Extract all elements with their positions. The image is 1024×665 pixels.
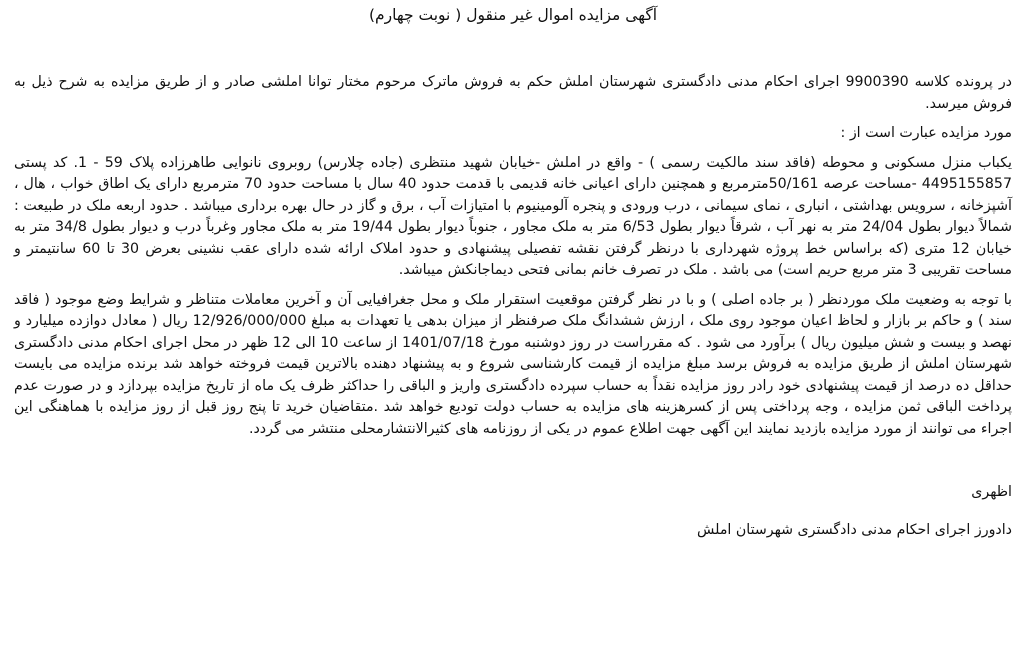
- signatory-title: دادورز اجرای احکام مدنی دادگستری شهرستان املش: [697, 521, 1012, 538]
- spacer: [14, 440, 1012, 482]
- intro-paragraph: در پرونده کلاسه 9900390 اجرای احکام مدنی دادگستری شهرستان املش حکم به فروش ماترک مرحوم مختار توانا املشی صادر و از طریق مزایده به شرح ذیل به فروش میرسد.: [14, 74, 1012, 112]
- spacer: [14, 282, 1012, 290]
- property-description: یکباب منزل مسکونی و محوطه (فاقد سند مالکیت رسمی ) - واقع در املش -خیابان شهید منتظری (جاده چلارس) روبروی نانوایی طاهرزاده پلاک 59 - 1. کد پستی 4495155857 -مساحت عرصه 50/161مترمربع و همچنین دارای اعیانی خانه قدیمی با قدمت حدود 40 سال با مساحت حدود 70 مترمربع دارای یک اطاق خواب ، هال ، آشپزخانه ، سرویس بهداشتی ، انباری ، نمای سیمانی ، درب ورودی و پنجره آلومینیوم با امتیازات آب ، برق و گاز در حال بهره برداری میباشد . حدود اربعه ملک در طبیعت : شمالاً دیوار بطول 24/04 متر به نهر آب ، شرقاً دیوار بطول 6/53 متر به ملک مجاور ، جنوباً دیوار بطول 19/44 متر به ملک مجاور وغرباً درب و دیوار بطول 34/8 متر به خیابان 12 متری (که براساس خط پروژه شهرداری با درنظر گرفتن نقشه تفصیلی پیشنهادی و حدود املاک ارائه شده دارای عقب نشینی بعرض 30 تا 60 سانتیمتر و مساحت تقریبی 3 متر مربع حریم است) می باشد . ملک در تصرف خانم بمانی فتحی دیماجانکش میباشد.: [14, 154, 1012, 278]
- auction-notice: [14, 4, 1012, 660]
- spacer: [14, 115, 1012, 123]
- spacer: [14, 145, 1012, 153]
- signatory-name: اظهری: [971, 484, 1012, 500]
- subject-heading: مورد مزایده عبارت است از :: [840, 125, 1012, 141]
- valuation-terms: با توجه به وضعیت ملک موردنظر ( بر جاده اصلی ) و با در نظر گرفتن موقعیت استقرار ملک و محل جغرافیایی آن و آخرین معاملات متناظر و شرایط وضع موجود ( فاقد سند ) و حاکم بر بازار و لحاظ اعیان موجود روی ملک ، ارزش ششدانگ ملک صرفنظر از میزان بدهی یا تعهدات به مبلغ 12/926/000/000 ریال ( معادل دوازده میلیارد و نهصد و بیست و شش میلیون ریال ) برآورد می شود . که مقرراست در روز دوشنبه مورخ 1401/07/18 از ساعت 10 الی 12 ظهر در محل اجرای احکام مدنی دادگستری شهرستان املش از طریق مزایده به فروش برسد مبلغ مزایده از قیمت کارشناسی شروع و به پیشنهاد دهنده بالاترین قیمت فروخته خواهد شد برنده مزایده می بایست حداقل ده درصد از قیمت پیشنهادی خود رادر روز مزایده نقداً به حساب سپرده دادگستری واریز و الباقی را حداکثر ظرف یک ماه از تاریخ مزایده بپردازد و در صورت عدم پرداخت الباقی ثمن مزایده ، وجه پرداختی پس از کسرهزینه های مزایده به حساب دولت تودیع خواهد شد .متقاضیان خرید تا پنج روز قبل از روز مزایده با هماهنگی این اجراء می توانند از مورد مزایده بازدید نمایند این آگهی جهت اطلاع عموم در یکی از روزنامه های کثیرالانتشارمحلی منتشر می گردد.: [14, 291, 1012, 437]
- notice-title: آگهی مزایده اموال غیر منقول ( نوبت چهارم): [368, 6, 658, 24]
